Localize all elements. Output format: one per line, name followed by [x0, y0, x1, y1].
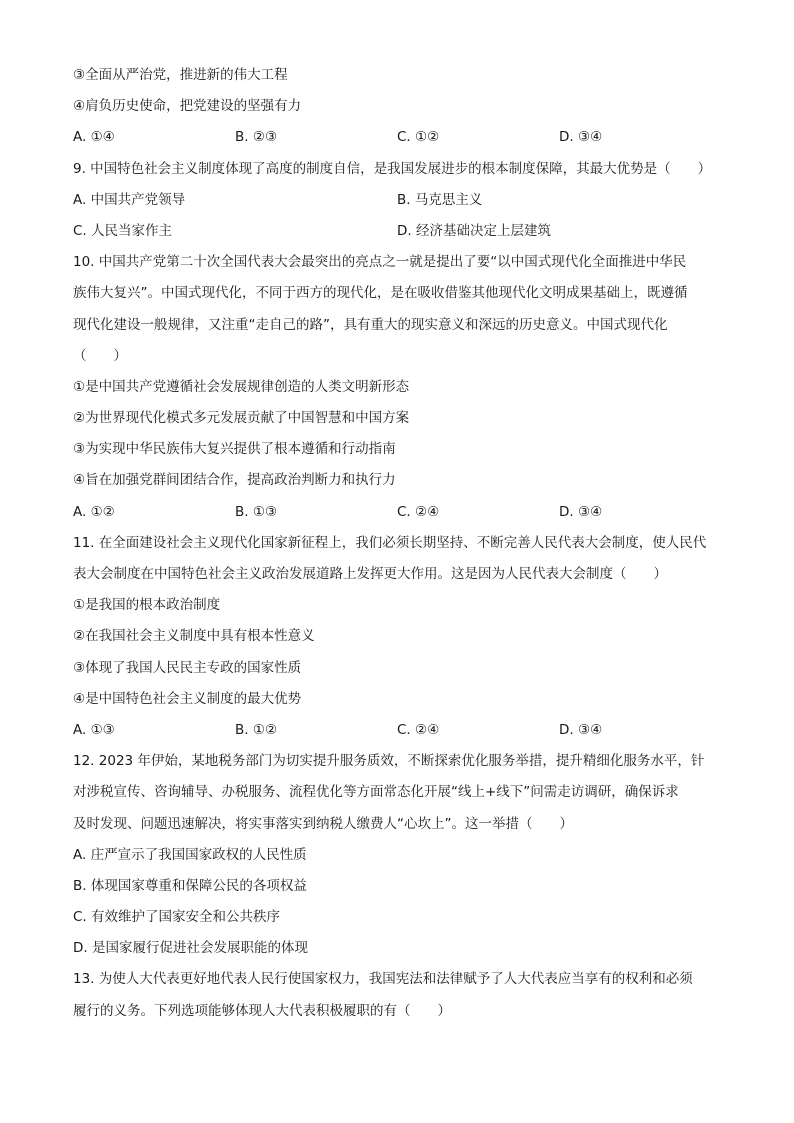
q11-option-c[interactable]: C. ②④	[397, 721, 440, 738]
q11-stem-line-2: 表大会制度在中国特色社会主义政治发展道路上发挥更大作用。这是因为人民代表大会制度（ ）	[73, 566, 667, 582]
q8-option-b[interactable]: B. ②③	[235, 129, 278, 146]
q13-stem-line-2: 履行的义务。下列选项能够体现人大代表积极履职的有（ ）	[73, 1002, 451, 1019]
q10-statement-4: ④旨在加强党群间团结合作，提高政治判断力和执行力	[73, 472, 396, 489]
q9-options-row-2	[73, 216, 733, 247]
q10-option-c[interactable]: C. ②④	[397, 503, 440, 520]
q11-statement-2: ②在我国社会主义制度中具有根本性意义	[73, 628, 315, 645]
q12-option-d[interactable]: D. 是国家履行促进社会发展职能的体现	[73, 940, 308, 957]
q10-options	[73, 497, 733, 528]
q9-option-c[interactable]: C. 人民当家作主	[73, 222, 173, 239]
q10-option-b[interactable]: B. ①③	[235, 503, 278, 520]
q11-option-a[interactable]: A. ①③	[73, 721, 115, 738]
q9-stem: 9. 中国特色社会主义制度体现了高度的制度自信，是我国发展进步的根本制度保障，其最大优势是（ ）	[73, 160, 712, 177]
q12-stem-line-2: 对涉税宣传、咨询辅导、办税服务、流程优化等方面常态化开展“线上+线下”问需走访调研，确保诉求	[73, 784, 679, 801]
q10-stem-line-4: （ ）	[73, 347, 127, 364]
q10-stem-line-1: 10. 中国共产党第二十次全国代表大会最突出的亮点之一就是提出了要“以中国式现代化全面推进中华民	[73, 254, 687, 271]
q12-stem-line-1: 12. 2023 年伊始，某地税务部门为切实提升服务质效，不断探索优化服务举措，提升精细化服务水平，针	[73, 753, 705, 770]
q12-option-a[interactable]: A. 庄严宣示了我国国家政权的人民性质	[73, 846, 307, 863]
q10-statement-3: ③为实现中华民族伟大复兴提供了根本遵循和行动指南	[73, 441, 396, 458]
q10-option-d[interactable]: D. ③④	[559, 503, 603, 520]
q8-option-a[interactable]: A. ①④	[73, 129, 115, 146]
q8-options	[73, 122, 733, 153]
q12-stem-line-3: 及时发现、问题迅速解决，将实事落实到纳税人缴费人“心坎上”。这一举措（ ）	[73, 815, 573, 832]
q11-statement-4: ④是中国特色社会主义制度的最大优势	[73, 690, 302, 707]
q11-statement-1: ①是我国的根本政治制度	[73, 597, 221, 614]
q10-statement-1: ①是中国共产党遵循社会发展规律创造的人类文明新形态	[73, 378, 410, 395]
q9-option-d[interactable]: D. 经济基础决定上层建筑	[397, 222, 551, 239]
q10-stem-line-2: 族伟大复兴”。中国式现代化，不同于西方的现代化，是在吸收借鉴其他现代化文明成果基础上，既遵循	[73, 285, 688, 302]
q11-stem-line-1: 11. 在全面建设社会主义现代化国家新征程上，我们必须长期坚持、不断完善人民代表大会制度，使人民代	[73, 534, 707, 551]
q13-stem-line-1: 13. 为使人大代表更好地代表人民行使国家权力，我国宪法和法律赋予了人大代表应当享有的权利和必须	[73, 971, 693, 988]
q12-option-b[interactable]: B. 体现国家尊重和保障公民的各项权益	[73, 877, 307, 894]
q11-option-b[interactable]: B. ①②	[235, 721, 278, 738]
q11-options	[73, 715, 733, 746]
q9-option-a[interactable]: A. 中国共产党领导	[73, 191, 186, 208]
q11-option-d[interactable]: D. ③④	[559, 721, 603, 738]
q8-option-c[interactable]: C. ①②	[397, 129, 440, 146]
q8-option-d[interactable]: D. ③④	[559, 129, 603, 146]
q10-option-a[interactable]: A. ①②	[73, 503, 115, 520]
q8-statement-3: ③全面从严治党，推进新的伟大工程	[73, 67, 288, 83]
q10-stem-line-3: 现代化建设一般规律，又注重“走自己的路”，具有重大的现实意义和深远的历史意义。中国式现代化	[73, 316, 668, 333]
q11-statement-3: ③体现了我国人民民主专政的国家性质	[73, 659, 302, 676]
q12-option-c[interactable]: C. 有效维护了国家安全和公共秩序	[73, 909, 281, 926]
exam-page	[73, 60, 733, 1027]
q9-option-b[interactable]: B. 马克思主义	[397, 191, 483, 208]
q10-statement-2: ②为世界现代化模式多元发展贡献了中国智慧和中国方案	[73, 410, 410, 427]
q9-options-row-1	[73, 185, 733, 216]
q8-statement-4: ④肩负历史使命，把党建设的坚强有力	[73, 98, 302, 115]
